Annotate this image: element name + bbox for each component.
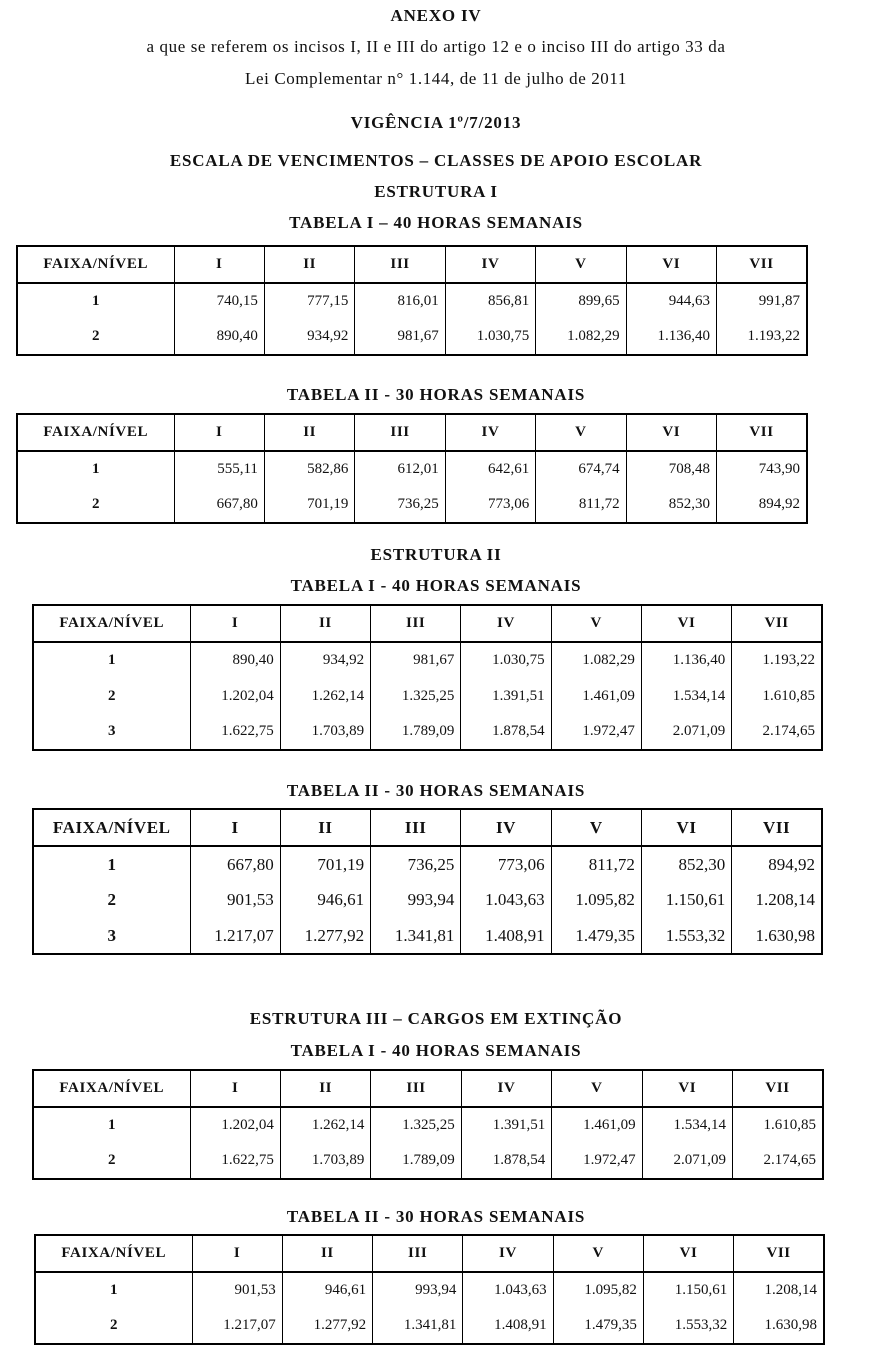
value-cell: 901,53 — [192, 1272, 282, 1308]
value-cell: 981,67 — [355, 319, 445, 355]
value-cell: 708,48 — [626, 451, 716, 487]
nivel-header: VI — [642, 1070, 732, 1107]
value-cell: 1.408,91 — [463, 1308, 553, 1344]
header-row — [17, 246, 807, 283]
value-cell: 1.217,07 — [190, 918, 280, 954]
value-cell: 1.262,14 — [280, 678, 370, 714]
value-cell: 934,92 — [264, 319, 354, 355]
value-cell: 1.030,75 — [461, 642, 551, 678]
nivel-header: V — [551, 809, 641, 846]
value-cell: 816,01 — [355, 283, 445, 319]
value-cell: 1.136,40 — [626, 319, 716, 355]
faixa-cell: 1 — [17, 451, 174, 487]
value-cell: 899,65 — [536, 283, 626, 319]
value-cell: 1.082,29 — [551, 642, 641, 678]
faixa-nivel-header: FAIXA/NÍVEL — [17, 414, 174, 451]
value-cell: 736,25 — [371, 846, 461, 882]
value-cell: 1.341,81 — [371, 918, 461, 954]
value-cell: 701,19 — [280, 846, 370, 882]
faixa-nivel-header: FAIXA/NÍVEL — [33, 605, 190, 642]
nivel-header: I — [190, 605, 280, 642]
value-cell: 1.534,14 — [641, 678, 731, 714]
faixa-nivel-header: FAIXA/NÍVEL — [33, 809, 190, 846]
nivel-header: V — [552, 1070, 642, 1107]
value-cell: 667,80 — [190, 846, 280, 882]
value-cell: 852,30 — [641, 846, 731, 882]
nivel-header: II — [264, 246, 354, 283]
nivel-header: VII — [717, 246, 807, 283]
header-row — [33, 809, 822, 846]
value-cell: 811,72 — [551, 846, 641, 882]
value-cell: 1.789,09 — [371, 1143, 461, 1179]
faixa-cell: 1 — [33, 846, 190, 882]
value-cell: 1.461,09 — [551, 678, 641, 714]
nivel-header: I — [174, 246, 264, 283]
table-row — [35, 1272, 824, 1308]
faixa-cell: 1 — [35, 1272, 192, 1308]
value-cell: 1.325,25 — [371, 678, 461, 714]
value-cell: 1.534,14 — [642, 1107, 732, 1143]
faixa-cell: 1 — [33, 642, 190, 678]
vigencia-heading: VIGÊNCIA 1º/7/2013 — [350, 113, 522, 132]
table-row — [33, 678, 822, 714]
value-cell: 1.030,75 — [445, 319, 535, 355]
faixa-nivel-header: FAIXA/NÍVEL — [35, 1235, 192, 1272]
header-row — [35, 1235, 824, 1272]
value-cell: 1.408,91 — [461, 918, 551, 954]
estrutura-2-tabela-1 — [32, 604, 823, 751]
nivel-header: V — [553, 1235, 643, 1272]
value-cell: 890,40 — [174, 319, 264, 355]
nivel-header: VII — [717, 414, 807, 451]
value-cell: 642,61 — [445, 451, 535, 487]
value-cell: 1.043,63 — [461, 882, 551, 918]
table-row — [17, 487, 807, 523]
value-cell: 1.341,81 — [373, 1308, 463, 1344]
nivel-header: VII — [733, 1070, 823, 1107]
value-cell: 1.630,98 — [734, 1308, 824, 1344]
nivel-header: II — [280, 605, 370, 642]
value-cell: 1.217,07 — [192, 1308, 282, 1344]
value-cell: 901,53 — [190, 882, 280, 918]
value-cell: 993,94 — [373, 1272, 463, 1308]
nivel-header: II — [280, 1070, 370, 1107]
escala-heading: ESCALA DE VENCIMENTOS – CLASSES DE APOIO ESCOLAR — [169, 151, 703, 170]
nivel-header: IV — [445, 414, 535, 451]
value-cell: 1.622,75 — [190, 714, 280, 750]
value-cell: 991,87 — [717, 283, 807, 319]
value-cell: 773,06 — [445, 487, 535, 523]
value-cell: 1.553,32 — [641, 918, 731, 954]
nivel-header: III — [371, 1070, 461, 1107]
table-row — [17, 319, 807, 355]
value-cell: 1.878,54 — [461, 1143, 551, 1179]
nivel-header: VII — [732, 809, 822, 846]
estrutura-2-tabela-2-title: TABELA II - 30 HORAS SEMANAIS — [286, 781, 586, 800]
faixa-cell: 2 — [33, 678, 190, 714]
value-cell: 1.262,14 — [280, 1107, 370, 1143]
value-cell: 777,15 — [264, 283, 354, 319]
value-cell: 1.208,14 — [734, 1272, 824, 1308]
value-cell: 1.082,29 — [536, 319, 626, 355]
nivel-header: III — [355, 246, 445, 283]
faixa-cell: 2 — [33, 882, 190, 918]
faixa-cell: 3 — [33, 714, 190, 750]
faixa-cell: 2 — [17, 319, 174, 355]
estrutura-2-title: ESTRUTURA II — [370, 545, 502, 564]
value-cell: 1.277,92 — [280, 918, 370, 954]
value-cell: 1.193,22 — [732, 642, 822, 678]
estrutura-3-title: ESTRUTURA III – CARGOS EM EXTINÇÃO — [249, 1009, 623, 1028]
table-row — [33, 1143, 823, 1179]
faixa-cell: 1 — [33, 1107, 190, 1143]
table-row — [17, 451, 807, 487]
value-cell: 1.043,63 — [463, 1272, 553, 1308]
value-cell: 1.610,85 — [733, 1107, 823, 1143]
table-row — [33, 714, 822, 750]
value-cell: 1.878,54 — [461, 714, 551, 750]
nivel-header: V — [551, 605, 641, 642]
nivel-header: III — [373, 1235, 463, 1272]
value-cell: 1.972,47 — [551, 714, 641, 750]
nivel-header: IV — [445, 246, 535, 283]
value-cell: 811,72 — [536, 487, 626, 523]
nivel-header: VI — [641, 605, 731, 642]
table-row — [33, 882, 822, 918]
value-cell: 773,06 — [461, 846, 551, 882]
annex-title: ANEXO IV — [390, 6, 482, 25]
value-cell: 1.553,32 — [643, 1308, 733, 1344]
header-row — [33, 1070, 823, 1107]
value-cell: 1.193,22 — [717, 319, 807, 355]
value-cell: 1.202,04 — [190, 678, 280, 714]
value-cell: 1.095,82 — [553, 1272, 643, 1308]
value-cell: 1.630,98 — [732, 918, 822, 954]
value-cell: 1.391,51 — [461, 678, 551, 714]
value-cell: 944,63 — [626, 283, 716, 319]
value-cell: 1.479,35 — [553, 1308, 643, 1344]
value-cell: 1.789,09 — [371, 714, 461, 750]
nivel-header: III — [371, 605, 461, 642]
value-cell: 667,80 — [174, 487, 264, 523]
value-cell: 946,61 — [280, 882, 370, 918]
nivel-header: VI — [626, 414, 716, 451]
nivel-header: II — [282, 1235, 372, 1272]
value-cell: 1.136,40 — [641, 642, 731, 678]
nivel-header: II — [280, 809, 370, 846]
value-cell: 1.095,82 — [551, 882, 641, 918]
faixa-cell: 3 — [33, 918, 190, 954]
nivel-header: VI — [626, 246, 716, 283]
table-row — [33, 642, 822, 678]
header-row — [17, 414, 807, 451]
nivel-header: VI — [641, 809, 731, 846]
nivel-header: I — [190, 1070, 280, 1107]
value-cell: 701,19 — [264, 487, 354, 523]
nivel-header: VI — [643, 1235, 733, 1272]
value-cell: 852,30 — [626, 487, 716, 523]
value-cell: 1.610,85 — [732, 678, 822, 714]
table-row — [35, 1308, 824, 1344]
table-row — [33, 846, 822, 882]
value-cell: 743,90 — [717, 451, 807, 487]
nivel-header: II — [264, 414, 354, 451]
nivel-header: III — [371, 809, 461, 846]
annex-subtitle-line-2: Lei Complementar n° 1.144, de 11 de julho de 2011 — [245, 69, 627, 88]
value-cell: 1.479,35 — [551, 918, 641, 954]
value-cell: 1.972,47 — [552, 1143, 642, 1179]
value-cell: 946,61 — [282, 1272, 372, 1308]
value-cell: 1.461,09 — [552, 1107, 642, 1143]
value-cell: 612,01 — [355, 451, 445, 487]
nivel-header: VII — [734, 1235, 824, 1272]
faixa-cell: 2 — [33, 1143, 190, 1179]
faixa-cell: 2 — [35, 1308, 192, 1344]
estrutura-1-tabela-2-title: TABELA II - 30 HORAS SEMANAIS — [286, 385, 586, 404]
value-cell: 1.208,14 — [732, 882, 822, 918]
estrutura-1-tabela-1 — [16, 245, 808, 356]
faixa-cell: 2 — [17, 487, 174, 523]
value-cell: 993,94 — [371, 882, 461, 918]
value-cell: 2.174,65 — [732, 714, 822, 750]
table-row — [17, 283, 807, 319]
value-cell: 1.391,51 — [461, 1107, 551, 1143]
value-cell: 736,25 — [355, 487, 445, 523]
estrutura-3-tabela-1-title: TABELA I - 40 HORAS SEMANAIS — [290, 1041, 582, 1060]
value-cell: 981,67 — [371, 642, 461, 678]
nivel-header: I — [190, 809, 280, 846]
value-cell: 1.703,89 — [280, 1143, 370, 1179]
faixa-nivel-header: FAIXA/NÍVEL — [33, 1070, 190, 1107]
value-cell: 894,92 — [717, 487, 807, 523]
value-cell: 674,74 — [536, 451, 626, 487]
value-cell: 1.277,92 — [282, 1308, 372, 1344]
value-cell: 1.150,61 — [643, 1272, 733, 1308]
value-cell: 740,15 — [174, 283, 264, 319]
value-cell: 2.071,09 — [642, 1143, 732, 1179]
nivel-header: III — [355, 414, 445, 451]
value-cell: 1.703,89 — [280, 714, 370, 750]
value-cell: 2.071,09 — [641, 714, 731, 750]
value-cell: 856,81 — [445, 283, 535, 319]
nivel-header: IV — [461, 605, 551, 642]
nivel-header: I — [192, 1235, 282, 1272]
estrutura-2-tabela-2 — [32, 808, 823, 955]
value-cell: 1.150,61 — [641, 882, 731, 918]
estrutura-2-tabela-1-title: TABELA I - 40 HORAS SEMANAIS — [290, 576, 582, 595]
faixa-cell: 1 — [17, 283, 174, 319]
value-cell: 2.174,65 — [733, 1143, 823, 1179]
estrutura-3-tabela-1 — [32, 1069, 824, 1180]
faixa-nivel-header: FAIXA/NÍVEL — [17, 246, 174, 283]
nivel-header: IV — [461, 1070, 551, 1107]
nivel-header: IV — [463, 1235, 553, 1272]
value-cell: 1.325,25 — [371, 1107, 461, 1143]
estrutura-1-tabela-2 — [16, 413, 808, 524]
nivel-header: V — [536, 414, 626, 451]
value-cell: 1.622,75 — [190, 1143, 280, 1179]
value-cell: 582,86 — [264, 451, 354, 487]
nivel-header: VII — [732, 605, 822, 642]
estrutura-1-tabela-1-title: TABELA I – 40 HORAS SEMANAIS — [289, 213, 583, 232]
estrutura-3-tabela-2 — [34, 1234, 825, 1345]
header-row — [33, 605, 822, 642]
nivel-header: V — [536, 246, 626, 283]
nivel-header: IV — [461, 809, 551, 846]
nivel-header: I — [174, 414, 264, 451]
value-cell: 1.202,04 — [190, 1107, 280, 1143]
value-cell: 934,92 — [280, 642, 370, 678]
estrutura-1-title: ESTRUTURA I — [374, 182, 498, 201]
estrutura-3-tabela-2-title: TABELA II - 30 HORAS SEMANAIS — [286, 1207, 586, 1226]
value-cell: 555,11 — [174, 451, 264, 487]
value-cell: 890,40 — [190, 642, 280, 678]
annex-subtitle-line-1: a que se referem os incisos I, II e III do artigo 12 e o inciso III do artigo 33 da — [146, 37, 726, 56]
table-row — [33, 1107, 823, 1143]
table-row — [33, 918, 822, 954]
value-cell: 894,92 — [732, 846, 822, 882]
